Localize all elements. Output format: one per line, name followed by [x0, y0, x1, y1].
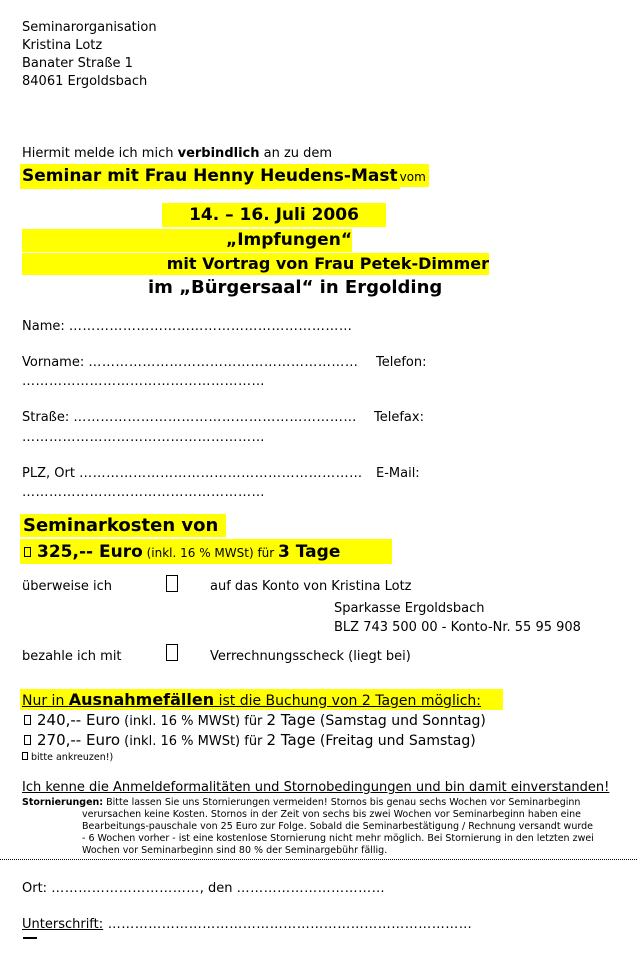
plz-field[interactable] — [22, 466, 363, 481]
tick-note-text: bitte ankreuzen!) — [31, 752, 114, 763]
intro-bold: verbindlich — [177, 146, 260, 161]
option-1-inkl: (inkl. 16 % MWSt) für — [120, 714, 267, 729]
signature-mark — [23, 937, 37, 939]
storno-line-4: - 6 Wochen vorher - ist eine kostenlose Stornierung nicht mehr möglich. Bei Stornierung in den letzten zwei — [82, 833, 594, 844]
email-label: E-Mail: — [376, 466, 420, 481]
option-2-when: (Freitag und Samstag) — [315, 733, 476, 749]
den-label: , den — [199, 881, 237, 896]
telefon-dots[interactable]: ……………………………………………… — [22, 374, 265, 389]
sender-line-1: Seminarorganisation — [22, 20, 157, 35]
den-dots[interactable]: …………………………… — [236, 881, 386, 896]
strasse-field[interactable] — [22, 410, 357, 425]
seminar-venue: im „Bürgersaal“ in Ergolding — [148, 277, 443, 298]
seminar-title-row — [20, 164, 429, 188]
ort-field[interactable] — [22, 881, 385, 896]
costs-amount: 325,-- Euro — [37, 542, 143, 562]
option-1-amount: 240,-- Euro — [37, 711, 120, 729]
plz-dots[interactable]: ……………………………………………………… — [79, 466, 363, 481]
costs-days: 3 Tage — [278, 542, 341, 562]
option-1-when: (Samstag und Sonntag) — [315, 713, 486, 729]
costs-checkbox[interactable] — [24, 547, 31, 557]
consent-text: Ich kenne die Anmeldeformalitäten und Stornobedingungen und bin damit einverstanden! — [22, 780, 610, 795]
seminar-title: Seminar mit Frau Henny Heudens-Mast — [20, 164, 400, 189]
sender-line-4: 84061 Ergoldsbach — [22, 74, 148, 89]
signature-dots[interactable]: ……………………………………………………………………… — [103, 917, 473, 932]
vorname-dots[interactable]: …………………………………………………… — [88, 355, 359, 370]
ort-dots[interactable]: …………………………… — [51, 881, 200, 896]
seminar-vom: vom — [400, 164, 429, 187]
name-label: Name: — [22, 319, 69, 334]
separator-line — [0, 859, 637, 860]
option-2-inkl: (inkl. 16 % MWSt) für — [120, 734, 267, 749]
transfer-text: auf das Konto von Kristina Lotz — [210, 579, 412, 594]
storno-line-3: Bearbeitungs-pauschale von 25 Euro zur Folge. Sobald die Seminarbestätigung / Rechnung versandt wurde — [82, 821, 593, 832]
exceptions-heading-bold: Ausnahmefällen — [68, 690, 215, 709]
exceptions-heading — [20, 689, 503, 710]
name-field[interactable] — [22, 319, 352, 334]
email-dots[interactable]: ……………………………………………… — [22, 485, 265, 500]
option-1-checkbox[interactable] — [24, 715, 31, 725]
strasse-dots[interactable]: ……………………………………………………… — [73, 410, 357, 425]
telefon-label: Telefon: — [376, 355, 427, 370]
option-2-days: 2 Tage — [266, 731, 316, 749]
exception-option-1[interactable] — [24, 711, 486, 729]
plz-label: PLZ, Ort — [22, 466, 80, 481]
option-1-days: 2 Tage — [266, 711, 316, 729]
telefax-dots[interactable]: ……………………………………………… — [22, 430, 265, 445]
intro-text — [22, 146, 332, 161]
name-dots[interactable]: ……………………………………………………… — [68, 319, 353, 334]
storno-line-1 — [22, 797, 628, 809]
tick-note — [22, 752, 113, 763]
bank-name: Sparkasse Ergoldsbach — [334, 601, 485, 616]
bank-details: BLZ 743 500 00 - Konto-Nr. 55 95 908 — [334, 620, 581, 635]
costs-row — [20, 539, 392, 564]
tick-note-box — [22, 752, 28, 760]
check-text: Verrechnungsscheck (liegt bei) — [210, 649, 411, 664]
ort-label: Ort: — [22, 881, 52, 896]
storno-text-1: Bitte lassen Sie uns Stornierungen vermeiden! Stornos bis genau sechs Wochen vor Seminarbeginn — [103, 797, 581, 808]
sender-line-3: Banater Straße 1 — [22, 56, 133, 71]
storno-label: Stornierungen: — [22, 797, 104, 808]
sender-line-2: Kristina Lotz — [22, 38, 103, 53]
storno-conditions — [22, 797, 628, 857]
exceptions-heading-post: ist die Buchung von 2 Tagen möglich: — [214, 693, 482, 709]
check-label: bezahle ich mit — [22, 649, 122, 664]
storno-line-5: Wochen vor Seminarbeginn sind 80 % der Seminargebühr fällig. — [82, 845, 388, 856]
seminar-topic: „Impfungen“ — [22, 229, 352, 252]
vorname-field[interactable] — [22, 355, 358, 370]
option-2-amount: 270,-- Euro — [37, 731, 120, 749]
telefax-label: Telefax: — [374, 410, 424, 425]
vorname-label: Vorname: — [22, 355, 89, 370]
exceptions-heading-pre: Nur in — [22, 693, 69, 709]
intro-post: an zu dem — [259, 146, 333, 161]
seminar-date: 14. – 16. Juli 2006 — [162, 203, 386, 227]
transfer-label: überweise ich — [22, 579, 112, 594]
storno-line-2: verursachen keine Kosten. Stornos in der Zeit von sechs bis zwei Wochen vor Seminarbeginn haben eine — [82, 809, 581, 820]
check-checkbox[interactable] — [166, 644, 178, 661]
option-2-checkbox[interactable] — [24, 735, 31, 745]
costs-inkl: (inkl. 16 % MWSt) für — [142, 546, 279, 560]
signature-field[interactable] — [22, 917, 472, 932]
transfer-checkbox[interactable] — [166, 575, 178, 592]
strasse-label: Straße: — [22, 410, 74, 425]
intro-pre: Hiermit melde ich mich — [22, 146, 178, 161]
costs-heading: Seminarkosten von — [20, 514, 226, 537]
exception-option-2[interactable] — [24, 731, 476, 749]
seminar-lecture: mit Vortrag von Frau Petek-Dimmer — [22, 253, 489, 275]
signature-label: Unterschrift: — [22, 917, 104, 932]
